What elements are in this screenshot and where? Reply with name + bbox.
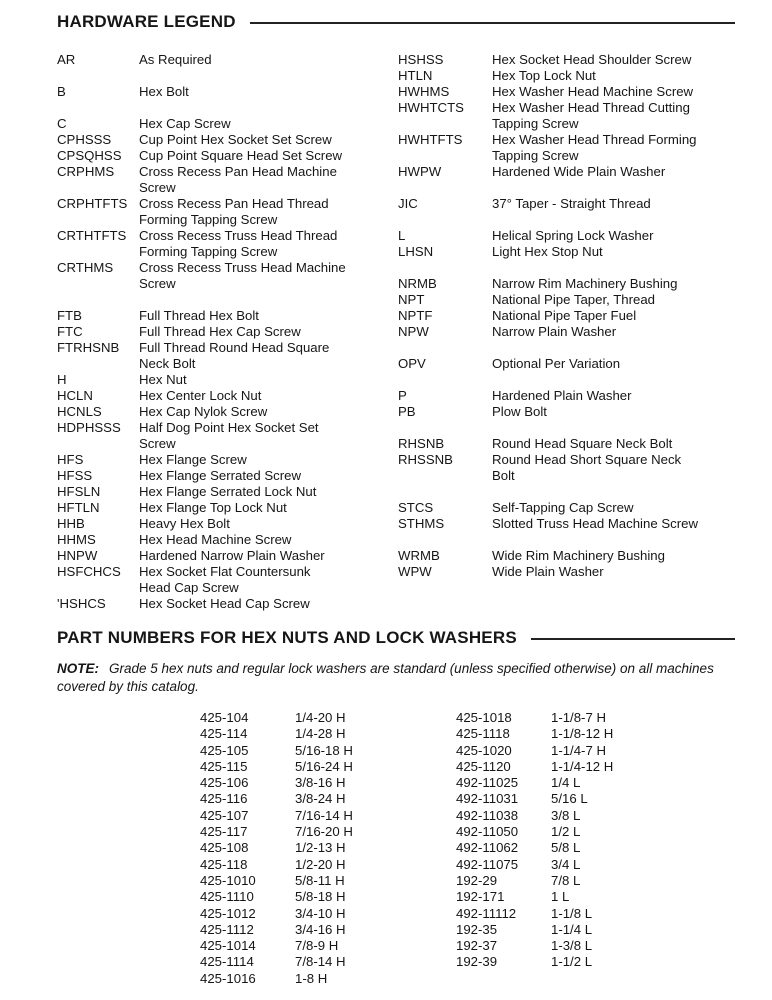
part-number: 425-1014	[200, 938, 256, 954]
part-size: 5/16-18 H	[295, 742, 353, 758]
part-size: 1 L	[551, 889, 570, 905]
part-size: 7/8-14 H	[295, 954, 346, 970]
legend-entry	[57, 164, 398, 196]
part-number-row	[456, 759, 735, 775]
part-size: 1/2 L	[551, 824, 581, 840]
part-number: 425-1118	[456, 726, 510, 742]
legend-entry	[57, 116, 398, 132]
part-size: 1-1/8 L	[551, 905, 593, 921]
legend-description: Cross Recess Pan Head Thread Forming Tapping Screw	[139, 196, 329, 227]
legend-abbreviation: NPT	[398, 292, 425, 307]
legend-abbreviation: HWPW	[398, 164, 442, 179]
legend-entry	[57, 52, 398, 68]
legend-entry	[398, 388, 735, 404]
part-number: 425-1010	[200, 872, 256, 888]
legend-entry	[57, 404, 398, 420]
legend-entry	[57, 452, 398, 468]
part-number: 192-39	[456, 954, 498, 970]
part-number-row	[200, 710, 456, 726]
legend-abbreviation: FTB	[57, 308, 82, 323]
part-number: 425-1020	[456, 742, 512, 758]
part-number: 425-116	[200, 791, 248, 807]
legend-description: Hex Cap Screw	[139, 116, 231, 131]
legend-description: Hex Center Lock Nut	[139, 388, 262, 403]
legend-abbreviation: RHSSNB	[398, 452, 453, 467]
section-title-hardware-legend: HARDWARE LEGEND	[57, 12, 236, 31]
part-number: 192-171	[456, 889, 505, 905]
part-number: 192-29	[456, 872, 498, 888]
legend-entry	[57, 596, 398, 612]
legend-description: Optional Per Variation	[492, 356, 621, 371]
legend-group	[57, 84, 398, 100]
part-size: 5/8-18 H	[295, 889, 346, 905]
part-size: 5/8-11 H	[295, 872, 345, 888]
legend-abbreviation: HCLN	[57, 388, 93, 403]
legend-description: Wide Rim Machinery Bushing	[492, 548, 665, 563]
part-number-row	[456, 808, 735, 824]
legend-abbreviation: B	[57, 84, 66, 99]
legend-abbreviation: HWHTFTS	[398, 132, 463, 147]
legend-entry	[398, 516, 735, 532]
part-number: 492-11050	[456, 824, 519, 840]
part-size: 1/2-13 H	[295, 840, 346, 856]
part-size: 1-1/4-12 H	[551, 758, 614, 774]
legend-entry	[398, 84, 735, 100]
legend-description: Hex Flange Top Lock Nut	[139, 500, 287, 515]
part-number-row	[200, 775, 456, 791]
legend-abbreviation: HWHMS	[398, 84, 450, 99]
part-number-row	[456, 906, 735, 922]
legend-entry	[57, 196, 398, 228]
part-number-row	[456, 743, 735, 759]
part-size: 1-1/4-7 H	[551, 742, 606, 758]
part-size: 3/8-24 H	[295, 791, 346, 807]
legend-column-right	[398, 52, 735, 628]
part-number-row	[456, 922, 735, 938]
part-number: 425-106	[200, 775, 249, 791]
legend-group	[398, 356, 735, 372]
part-numbers-header	[57, 628, 735, 648]
legend-description: Cross Recess Truss Head Thread Forming Tapping Screw	[139, 228, 338, 259]
legend-description: Hex Top Lock Nut	[492, 68, 596, 83]
legend-entry	[57, 260, 398, 292]
part-number: 492-11112	[456, 905, 517, 921]
part-size: 3/8-16 H	[295, 775, 346, 791]
part-number-row	[200, 791, 456, 807]
part-number: 425-1016	[200, 970, 256, 986]
legend-abbreviation: HNPW	[57, 548, 98, 563]
legend-abbreviation: CPHSSS	[57, 132, 112, 147]
legend-entry	[57, 228, 398, 260]
legend-entry	[398, 436, 735, 452]
parts-table	[57, 710, 735, 987]
legend-abbreviation: STCS	[398, 500, 434, 515]
part-number-row	[456, 710, 735, 726]
part-number: 425-114	[200, 726, 248, 742]
legend-description: Hex Washer Head Machine Screw	[492, 84, 694, 99]
legend-entry	[57, 500, 398, 516]
legend-description: Cross Recess Pan Head Machine Screw	[139, 164, 337, 195]
part-size: 1-3/8 L	[551, 938, 593, 954]
legend-abbreviation: OPV	[398, 356, 426, 371]
part-size: 7/8-9 H	[295, 938, 339, 954]
legend-description: Hex Flange Serrated Screw	[139, 468, 301, 483]
part-number: 425-118	[200, 856, 248, 872]
part-size: 1-1/8-12 H	[551, 726, 614, 742]
legend-entry	[398, 276, 735, 292]
legend-description: Hex Bolt	[139, 84, 189, 99]
legend-description: Heavy Hex Bolt	[139, 516, 230, 531]
legend-entry	[57, 308, 398, 324]
legend-description: Full Thread Round Head Square Neck Bolt	[139, 340, 330, 371]
legend-entry	[398, 196, 735, 212]
legend-description: Hex Flange Serrated Lock Nut	[139, 484, 317, 499]
part-size: 1-1/8-7 H	[551, 710, 606, 725]
part-number-row	[200, 857, 456, 873]
legend-entry	[398, 500, 735, 516]
legend-abbreviation: HWHTCTS	[398, 100, 464, 115]
legend-entry	[57, 324, 398, 340]
legend-group	[398, 500, 735, 532]
legend-description: Hex Cap Nylok Screw	[139, 404, 268, 419]
part-number-row	[456, 791, 735, 807]
legend-abbreviation: HCNLS	[57, 404, 102, 419]
part-number: 425-115	[200, 758, 248, 774]
legend-abbreviation: STHMS	[398, 516, 445, 531]
legend-entry	[398, 132, 735, 164]
part-size: 1/4-20 H	[295, 710, 346, 725]
part-size: 3/4-16 H	[295, 921, 346, 937]
legend-abbreviation: PB	[398, 404, 416, 419]
legend-abbreviation: RHSNB	[398, 436, 445, 451]
hardware-legend-header	[57, 12, 735, 32]
legend-entry	[398, 404, 735, 420]
part-number-row	[456, 889, 735, 905]
legend-abbreviation: CRPHTFTS	[57, 196, 128, 211]
legend-group	[57, 308, 398, 612]
legend-description: Hex Washer Head Thread Cutting Tapping Screw	[492, 100, 690, 131]
legend-entry	[57, 148, 398, 164]
legend-entry	[57, 132, 398, 148]
legend-abbreviation: WRMB	[398, 548, 440, 563]
legend-group	[57, 52, 398, 68]
legend-entry	[398, 244, 735, 260]
legend-description: Hex Head Machine Screw	[139, 532, 292, 547]
legend-entry	[57, 532, 398, 548]
hardware-legend	[57, 52, 735, 628]
legend-description: Hex Socket Head Cap Screw	[139, 596, 310, 611]
part-number: 425-1120	[456, 758, 511, 774]
part-number: 492-11075	[456, 856, 519, 872]
part-number: 192-37	[456, 938, 498, 954]
note-label: NOTE:	[57, 661, 99, 676]
legend-description: Cup Point Square Head Set Screw	[139, 148, 343, 163]
legend-abbreviation: HDPHSSS	[57, 420, 121, 435]
legend-entry	[398, 356, 735, 372]
part-size: 1-8 H	[295, 970, 328, 986]
part-number-row	[200, 743, 456, 759]
legend-description: Half Dog Point Hex Socket Set Screw	[139, 420, 319, 451]
legend-abbreviation: HFS	[57, 452, 84, 467]
legend-entry	[57, 516, 398, 532]
part-number-row	[200, 889, 456, 905]
part-number-row	[456, 873, 735, 889]
legend-description: Cup Point Hex Socket Set Screw	[139, 132, 332, 147]
legend-entry	[57, 84, 398, 100]
part-number-row	[200, 840, 456, 856]
legend-abbreviation: L	[398, 228, 406, 243]
parts-column-left	[200, 710, 456, 987]
part-number-row	[456, 954, 735, 970]
header-rule-2	[531, 638, 735, 640]
legend-entry	[398, 548, 735, 564]
part-number: 425-107	[200, 807, 249, 823]
part-number-row	[200, 906, 456, 922]
legend-abbreviation: NRMB	[398, 276, 437, 291]
legend-abbreviation: NPW	[398, 324, 429, 339]
legend-entry	[398, 68, 735, 84]
part-number: 192-35	[456, 921, 498, 937]
part-number: 425-104	[200, 710, 249, 725]
part-number: 425-117	[200, 824, 248, 840]
legend-entry	[57, 388, 398, 404]
part-size: 1-1/4 L	[551, 921, 593, 937]
legend-description: Hex Socket Head Shoulder Screw	[492, 52, 692, 67]
legend-abbreviation: HFTLN	[57, 500, 100, 515]
legend-description: Round Head Short Square Neck Bolt	[492, 452, 682, 483]
legend-abbreviation: P	[398, 388, 407, 403]
part-number: 425-1114	[200, 954, 254, 970]
part-number-row	[200, 873, 456, 889]
legend-entry	[398, 324, 735, 340]
legend-description: Wide Plain Washer	[492, 564, 604, 579]
part-size: 5/16-24 H	[295, 758, 353, 774]
part-number-row	[456, 726, 735, 742]
part-number: 492-11038	[456, 807, 519, 823]
legend-description: Full Thread Hex Bolt	[139, 308, 259, 323]
parts-column-right	[456, 710, 735, 987]
legend-abbreviation: HSHSS	[398, 52, 444, 67]
legend-description: Slotted Truss Head Machine Screw	[492, 516, 698, 531]
part-number-row	[456, 840, 735, 856]
legend-abbreviation: FTRHSNB	[57, 340, 120, 355]
note	[57, 660, 735, 696]
part-number-row	[200, 726, 456, 742]
legend-description: Plow Bolt	[492, 404, 547, 419]
part-size: 5/8 L	[551, 840, 581, 856]
legend-abbreviation: AR	[57, 52, 76, 67]
legend-column-left	[57, 52, 398, 628]
part-size: 1/4-28 H	[295, 726, 346, 742]
part-size: 1/2-20 H	[295, 856, 346, 872]
legend-description: Hardened Plain Washer	[492, 388, 632, 403]
part-size: 3/8 L	[551, 807, 581, 823]
part-number-row	[200, 759, 456, 775]
legend-entry	[57, 420, 398, 452]
part-number-row	[200, 824, 456, 840]
legend-abbreviation: CRPHMS	[57, 164, 115, 179]
part-size: 1-1/2 L	[551, 954, 593, 970]
legend-description: Narrow Rim Machinery Bushing	[492, 276, 678, 291]
part-number-row	[200, 922, 456, 938]
legend-description: Hardened Narrow Plain Washer	[139, 548, 325, 563]
part-size: 3/4-10 H	[295, 905, 346, 921]
legend-entry	[57, 548, 398, 564]
legend-group	[398, 276, 735, 340]
note-text: Grade 5 hex nuts and regular lock washers are standard (unless specified otherwise) on all machines covered by this catalog.	[57, 661, 714, 694]
legend-entry	[57, 468, 398, 484]
legend-abbreviation: HFSS	[57, 468, 93, 483]
legend-description: Full Thread Hex Cap Screw	[139, 324, 301, 339]
legend-entry	[398, 292, 735, 308]
legend-abbreviation: HHMS	[57, 532, 96, 547]
part-number-row	[200, 938, 456, 954]
legend-group	[398, 196, 735, 212]
part-size: 7/16-20 H	[295, 824, 353, 840]
legend-abbreviation: HSFCHCS	[57, 564, 121, 579]
legend-abbreviation: HTLN	[398, 68, 433, 83]
legend-description: Cross Recess Truss Head Machine Screw	[139, 260, 346, 291]
part-size: 7/8 L	[551, 872, 581, 888]
legend-abbreviation: 'HSHCS	[57, 596, 106, 611]
legend-group	[398, 548, 735, 580]
part-number: 492-11025	[456, 775, 519, 791]
section-title-part-numbers: PART NUMBERS FOR HEX NUTS AND LOCK WASHERS	[57, 628, 517, 647]
legend-entry	[57, 564, 398, 596]
legend-entry	[398, 100, 735, 132]
part-size: 7/16-14 H	[295, 807, 353, 823]
part-number: 492-11031	[456, 791, 519, 807]
legend-description: National Pipe Taper, Thread	[492, 292, 655, 307]
legend-description: Hex Nut	[139, 372, 187, 387]
legend-entry	[398, 308, 735, 324]
part-number-row	[456, 857, 735, 873]
legend-description: Hex Flange Screw	[139, 452, 247, 467]
legend-description: As Required	[139, 52, 212, 67]
legend-description: 37° Taper - Straight Thread	[492, 196, 651, 211]
legend-group	[398, 52, 735, 180]
legend-group	[398, 228, 735, 260]
header-rule	[250, 22, 735, 24]
legend-description: Round Head Square Neck Bolt	[492, 436, 673, 451]
legend-abbreviation: CRTHTFTS	[57, 228, 127, 243]
legend-entry	[57, 484, 398, 500]
part-number: 425-105	[200, 742, 249, 758]
part-size: 3/4 L	[551, 856, 581, 872]
legend-description: Hardened Wide Plain Washer	[492, 164, 666, 179]
legend-entry	[398, 228, 735, 244]
part-number: 425-1018	[456, 710, 512, 725]
legend-description: National Pipe Taper Fuel	[492, 308, 637, 323]
part-number: 425-1112	[200, 921, 254, 937]
part-number-row	[200, 954, 456, 970]
legend-description: Helical Spring Lock Washer	[492, 228, 654, 243]
part-number-row	[456, 938, 735, 954]
legend-description: Self-Tapping Cap Screw	[492, 500, 634, 515]
legend-abbreviation: LHSN	[398, 244, 434, 259]
legend-description: Hex Washer Head Thread Forming Tapping Screw	[492, 132, 697, 163]
legend-abbreviation: HHB	[57, 516, 85, 531]
part-number: 492-11062	[456, 840, 519, 856]
legend-group	[398, 388, 735, 420]
part-number: 425-1110	[200, 889, 254, 905]
legend-abbreviation: HFSLN	[57, 484, 101, 499]
part-number-row	[200, 971, 456, 987]
legend-description: Narrow Plain Washer	[492, 324, 617, 339]
legend-group	[57, 116, 398, 292]
part-size: 1/4 L	[551, 775, 581, 791]
part-number-row	[456, 775, 735, 791]
part-size: 5/16 L	[551, 791, 588, 807]
legend-entry	[57, 340, 398, 372]
part-number: 425-1012	[200, 905, 256, 921]
legend-abbreviation: CPSQHSS	[57, 148, 122, 163]
legend-abbreviation: JIC	[398, 196, 418, 211]
legend-abbreviation: NPTF	[398, 308, 433, 323]
legend-description: Light Hex Stop Nut	[492, 244, 603, 259]
legend-group	[398, 436, 735, 484]
legend-abbreviation: H	[57, 372, 67, 387]
part-number: 425-108	[200, 840, 249, 856]
legend-abbreviation: WPW	[398, 564, 432, 579]
legend-abbreviation: C	[57, 116, 67, 131]
legend-description: Hex Socket Flat Countersunk Head Cap Screw	[139, 564, 311, 595]
part-number-row	[200, 808, 456, 824]
legend-entry	[398, 164, 735, 180]
legend-entry	[57, 372, 398, 388]
legend-entry	[398, 52, 735, 68]
part-number-row	[456, 824, 735, 840]
legend-abbreviation: FTC	[57, 324, 83, 339]
legend-entry	[398, 452, 735, 484]
legend-abbreviation: CRTHMS	[57, 260, 114, 275]
legend-entry	[398, 564, 735, 580]
